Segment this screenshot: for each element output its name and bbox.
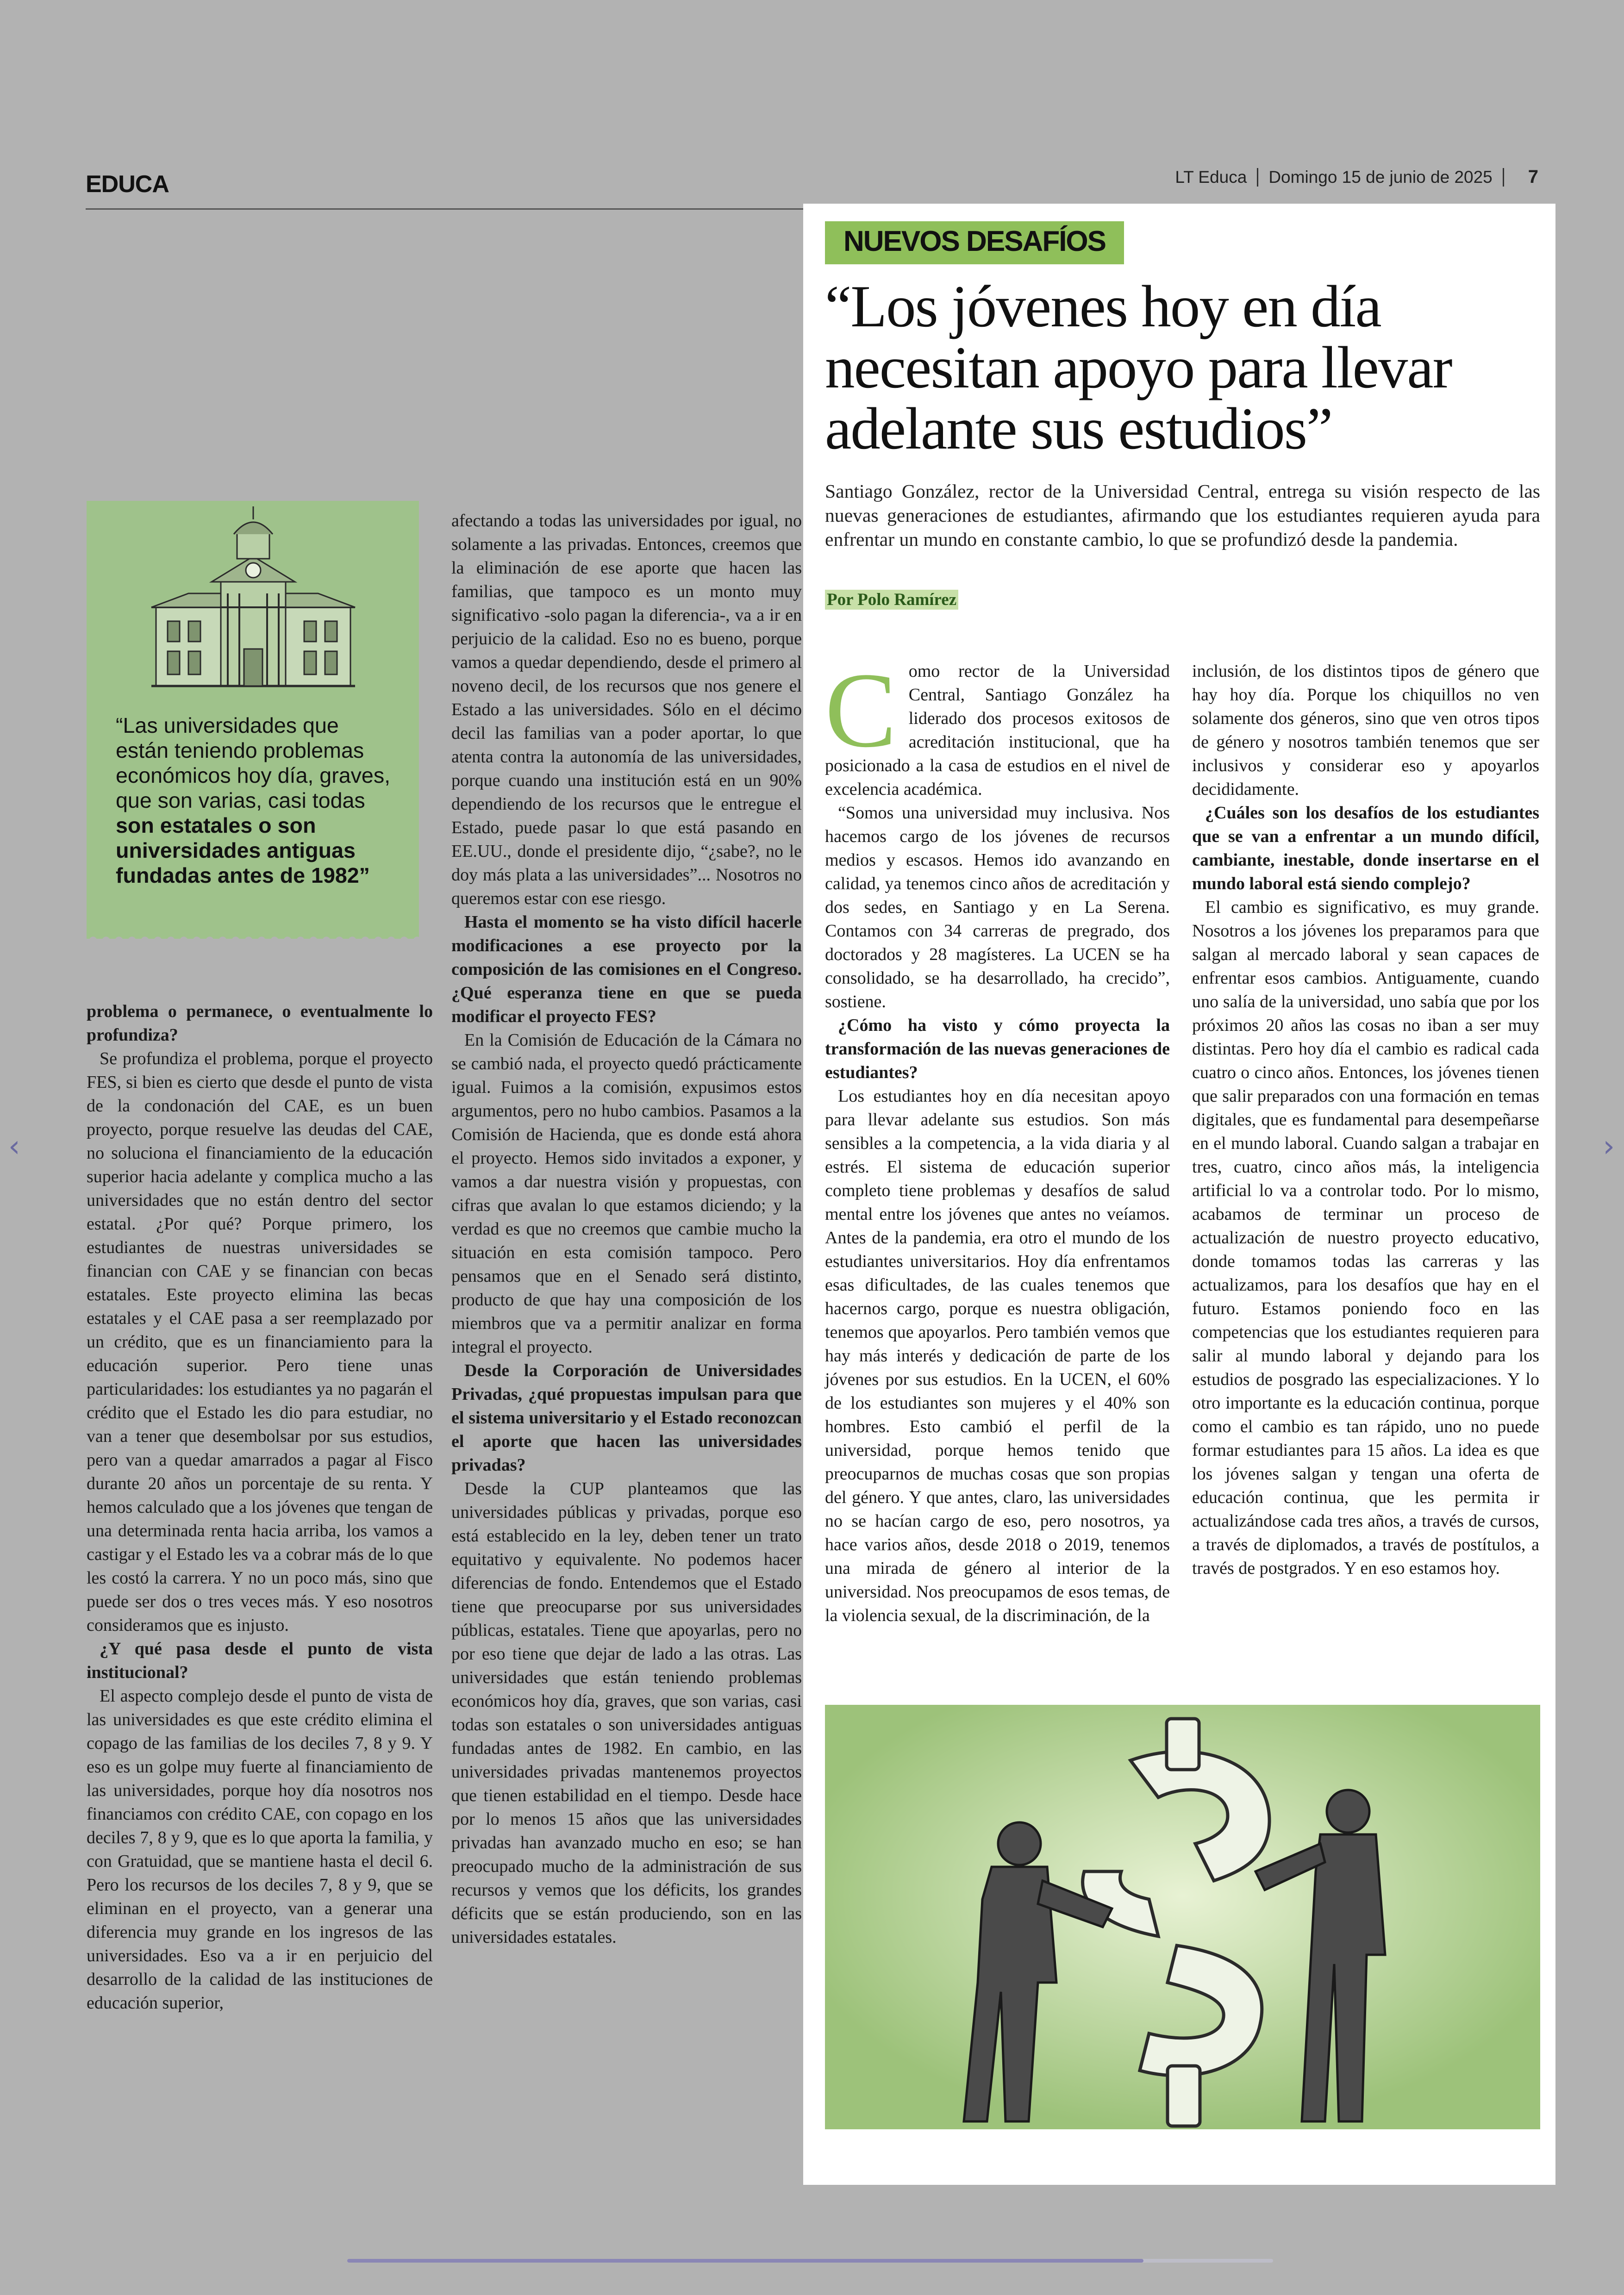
lede: Santiago González, rector de la Universidad Central, entrega su visión respecto de las nuevas generaciones de estudiantes, afirmando que los estudiantes requieren ayuda para enfrentar un mundo en constante cambio, lo que se profundizó desde la pandemia. [825,480,1540,550]
paragraph: Se profundiza el problema, porque el proyecto FES, si bien es cierto que desde el punto de vista de la condonación del CAE, es un buen proyecto, porque resuelve las deudas del CAE, no soluciona el financiamiento de la educación superior hacia adelante y complica mucho a las universidades que no están dentro del sector estatal. ¿Por qué? Porque primero, los estudiantes de nuestras universidades se financian con CAE y se financian con becas estatales. Este proyecto elimina las becas estatales y el CAE pasa a ser reemplazado por un crédito, que es un financiamiento para la educación superior. Pero tiene unas particularidades: los estudiantes ya no pagarán el crédito que el Estado les dio para estudiar, no van a tener que desembolsar por sus estudios, pero van a quedar amarrados a pagar al Fisco durante 20 años un porcentaje de su renta. Y hemos calculado que a los jóvenes que tengan de una determinada renta hacia arriba, los vamos a castigar y el Estado les va a cobrar más de lo que les costó la carrera. Y no un poco más, sino que puede ser dos o tres veces más. Y eso nosotros consideramos que es injusto. [87,1049,433,1635]
question: ¿Cuáles son los desafíos de los estudiantes que se van a enfrentar a un mundo difícil, cambiante, inestable, donde insertarse en el mundo laboral está siendo complejo? [1192,803,1539,893]
paragraph: En la Comisión de Educación de la Cámara no se cambió nada, el proyecto quedó prácticamente igual. Fuimos a la comisión, expusimos estos argumentos, pero no hubo cambios. Pasamos a la Comisión de Hacienda, que es donde está ahora el proyecto. Hemos sido invitados a exponer, y vamos a dar nuestra visión y propuestas, con cifras que avalan lo que estamos diciendo; y la verdad es que no creemos que cambie mucho la situación en esta comisión tampoco. Pero pensamos que en el Senado será distinto, producto de que hay una composición de los miembros que va a permitir analizar en forma integral el proyecto. [451,1030,802,1357]
question: Desde la Corporación de Universidades Privadas, ¿qué propuestas impulsan para que el sistema universitario y el Estado reconozcan el aporte que hacen las universidades privadas? [451,1361,802,1475]
question: ¿Y qué pasa desde el punto de vista institucional? [87,1639,433,1682]
pull-quote-emphasis: son estatales o son universidades antiguas fundadas antes de 1982” [116,813,370,887]
chevron-left-icon[interactable]: ‹ [8,1129,20,1164]
section-label: EDUCA [86,171,169,198]
byline: Por Polo Ramírez [825,590,958,610]
page-number: 7 [1528,167,1538,187]
paragraph: “Somos una universidad muy inclusiva. Nos hacemos cargo de los jóvenes de recursos medios y escasos. Hemos ido avanzando en calidad, ya tenemos cinco años de acreditación y dos sedes, en Santiago y en La Serena. Contamos con 34 carreras de pregrado, dos doctorados y 28 magísteres. La UCEN se ha consolidado, se ha desarrollado, ha crecido”, sostiene. [825,803,1170,1011]
question: problema o permanece, o eventualmente lo profundiza? [87,1002,433,1045]
kicker-label: NUEVOS DESAFÍOS [825,221,1124,264]
article-column-2 [1192,660,1539,1580]
folio [1175,167,1538,187]
dollar-puzzle-drawing [825,1705,1540,2129]
question: Hasta el momento se ha visto difícil hacerle modificaciones a ese proyecto por la composición de las comisiones en el Congreso. ¿Qué esperanza tiene en que se pueda modificar el proyecto FES? [451,912,802,1026]
opening-text: omo rector de la Universidad Central, Santiago González ha liderado dos procesos exitosos de acreditación institucional, que ha posicionado a la casa de estudios en el nivel de excelencia académica. [825,661,1170,799]
page-scrollbar-thumb[interactable] [347,2259,1143,2263]
publication-name: LT Educa [1175,167,1247,187]
stamp-edge-bottom [87,934,419,941]
question: ¿Cómo ha visto y cómo proyecta la transformación de las nuevas generaciones de estudiantes? [825,1016,1170,1082]
left-column-2 [451,509,802,1949]
paragraph: El cambio es significativo, es muy grande. Nosotros a los jóvenes los preparamos para que salgan al mercado laboral y sean capaces de enfrentar esos cambios. Antiguamente, cuando uno salía de la universidad, uno sabía que por los próximos 20 años las cosas no iban a ser muy distintas. Pero hoy día el cambio es radical cada cuatro o cinco años. Entonces, los jóvenes tienen que salir preparados con una formación en temas digitales, que es fundamental para desempeñarse en el mundo laboral. Cuando salgan a trabajar en tres, cuatro, cinco años más, la inteligencia artificial lo va a controlar todo. Por lo mismo, acabamos de terminar un proceso de actualización de nuestro proyecto educativo, donde tomamos todas las carreras y las actualizamos, para los desafíos que hay en el futuro. Estamos poniendo foco en las competencias que los estudiantes requieren para salir al mundo laboral y dejando para los estudios de posgrado las especializaciones. Y lo otro importante es la educación continua, porque como el cambio es tan rápido, uno no puede formar estudiantes para 15 años. La idea es que los jóvenes salgan y tengan una oferta de educación continua, que les permita ir actualizándose cada tres años, a través de cursos, a través de diplomados, a través de postítulos, a través de postgrados. Y en eso estamos hoy. [1192,898,1539,1578]
article-column-1 [825,651,1170,1628]
left-column-1 [87,1000,433,2015]
opening-paragraph [825,651,1170,801]
paragraph: El aspecto complejo desde el punto de vista de las universidades es que este crédito elimina el copago de las familias de los deciles 7, 8 y 9. Y eso es un golpe muy fuerte al financiamiento de las universidades, porque hoy día nosotros nos financiamos con crédito CAE, con copago en los deciles 7, 8 y 9, que es lo que aporta la familia, y con Gratuidad, que se mantiene hasta el decil 6. Pero los recursos de los deciles 7, 8 y 9, que se eliminan en el proyecto, van a generar una diferencia muy grande en los ingresos de las universidades. Eso va a ir en perjuicio del desarrollo de la calidad de las instituciones de educación superior, [87,1686,433,2013]
paragraph: Los estudiantes hoy en día necesitan apoyo para llevar adelante sus estudios. Son más sensibles a la competencia, a la vida diaria y al estrés. El sistema de educación superior completo tiene problemas y desafíos de salud mental entre los jóvenes que antes no veíamos. Antes de la pandemia, era otro el mundo de los estudiantes universitarios. Hoy día enfrentamos esas dificultades, de las cuales tenemos que hacernos cargo, porque es nuestra obligación, tenemos que apoyarlos. Pero también vemos que hay más interés y dedicación de parte de los jóvenes por sus estudios. En la UCEN, el 60% de los estudiantes son mujeres y el 40% son hombres. Esto cambió el perfil de la universidad, porque hemos tenido que preocuparnos de muchas cosas que son propias del género. Y que antes, claro, las universidades no se hacían cargo de eso, pero nosotros, ya hace varios años, desde 2018 o 2019, tenemos una mirada de género al interior de la universidad. Nos preocupamos de esos temas, de la violencia sexual, de la discriminación, de la [825,1086,1170,1625]
chevron-right-icon[interactable]: › [1603,1129,1615,1164]
dollar-sign-illustration [825,1705,1540,2129]
folio-separator [1503,168,1504,187]
issue-date: Domingo 15 de junio de 2025 [1268,167,1493,187]
headline: “Los jóvenes hoy en día necesitan apoyo para llevar adelante sus estudios” [825,273,1452,461]
university-building-illustration [87,501,419,714]
folio-separator [1257,168,1258,187]
paragraph: Desde la CUP planteamos que las universidades públicas y privadas, porque eso está establecido en la ley, deben tener un trato equitativo y equivalente. No podemos hacer diferencias de fondo. Entendemos que el Estado tiene que preocuparse por sus universidades públicas, estatales. Tiene que apoyarlas, pero no por eso tiene que dejar de lado a las otras. Las universidades que están teniendo problemas económicos hoy día, graves, que son varias, casi todas son estatales o son universidades antiguas fundadas antes de 1982. En cambio, en las universidades privadas mantenemos proyectos que tienen estabilidad en el tiempo. Desde hace por lo menos 15 años que las universidades privadas han avanzado mucho en eso; se han preocupado mucho de la administración de sus recursos y vemos que los déficits, los grandes déficits que se están produciendo, son en las universidades estatales. [451,1479,802,1947]
drop-cap: C [825,651,897,770]
pull-quote-box [87,501,419,939]
paragraph: inclusión, de los distintos tipos de género que hay hoy día. Porque los chiquillos no ven solamente dos géneros, sino que ven otros tipos de género y nosotros también tenemos que ser inclusivos y considerar eso y apoyarlos decididamente. [1192,661,1539,799]
pull-quote-text: “Las universidades que están teniendo problemas económicos hoy día, graves, que son varias, casi todas [116,713,391,812]
pull-quote [116,713,394,888]
paragraph: afectando a todas las universidades por igual, no solamente a las privadas. Entonces, creemos que la eliminación de ese aporte que hacen las familias, que tampoco es un monto muy significativo -solo pagan la diferencia-, va a ir en perjuicio de la calidad. Eso no es bueno, porque vamos a quedar dependiendo, desde el primero al noveno decil, de los recursos que nos genere el Estado a las universidades. Sólo en el décimo decil las familias van a poder aportar, lo que atenta contra la autonomía de las universidades, porque cuando una institución está en un 90% dependiendo de los recursos que le entregue el Estado, puede pasar lo que está pasando en EE.UU., donde el presidente dijo, “¿sabe?, no le doy más plata a las universidades”... Nosotros no queremos estar con ese riesgo. [451,511,802,908]
